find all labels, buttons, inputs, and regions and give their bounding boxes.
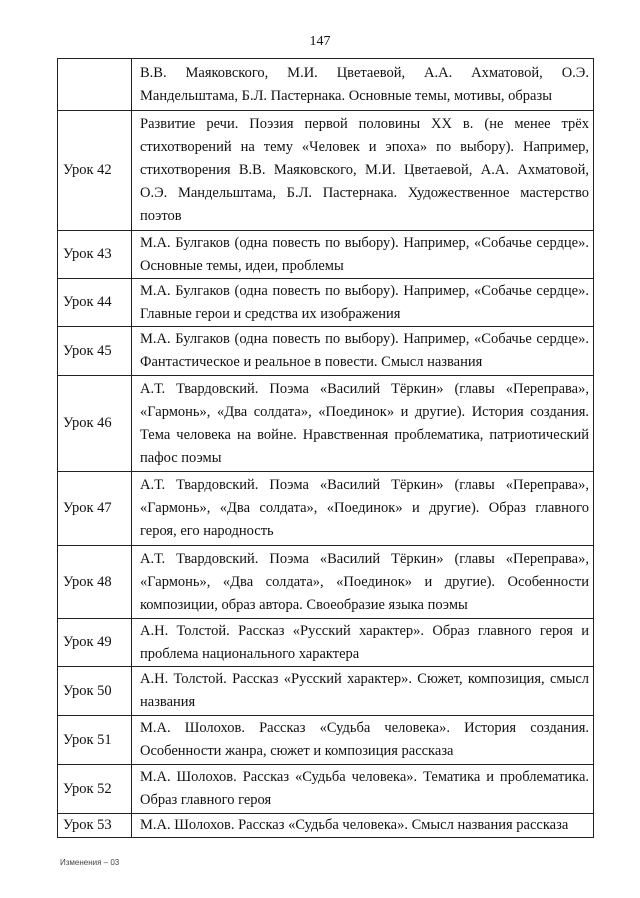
lesson-topic: М.А. Шолохов. Рассказ «Судьба человека». Смысл названия рассказа xyxy=(132,814,594,838)
table-row xyxy=(58,814,594,838)
table-row xyxy=(58,546,594,619)
lesson-number: Урок 53 xyxy=(58,814,132,838)
table-row xyxy=(58,765,594,814)
lesson-number: Урок 50 xyxy=(58,667,132,716)
lesson-topic: А.Н. Толстой. Рассказ «Русский характер». Образ главного героя и проблема национального характера xyxy=(132,619,594,667)
lesson-topic: В.В. Маяковского, М.И. Цветаевой, А.А. Ахматовой, О.Э. Мандельштама, Б.Л. Пастернака. Основные темы, мотивы, образы xyxy=(132,59,594,111)
lesson-number: Урок 46 xyxy=(58,376,132,472)
footer-revision-note: Изменения – 03 xyxy=(60,858,120,867)
lesson-number: Урок 47 xyxy=(58,472,132,546)
lesson-number xyxy=(58,59,132,111)
table-row xyxy=(58,111,594,231)
lesson-number: Урок 49 xyxy=(58,619,132,667)
lesson-number: Урок 48 xyxy=(58,546,132,619)
table-row xyxy=(58,327,594,376)
lesson-plan-table xyxy=(57,58,594,838)
page-number: 147 xyxy=(309,34,331,49)
lesson-number: Урок 42 xyxy=(58,111,132,231)
table-row xyxy=(58,279,594,327)
table-row xyxy=(58,619,594,667)
lesson-topic: Развитие речи. Поэзия первой половины XX в. (не менее трёх стихотворений на тему «Человек и эпоха» по выбору). Например, стихотворения В.В. Маяковского, М.И. Цветаевой, А.А. Ахматовой, О.Э. Мандельштама, Б.Л. Пастернака. Художественное мастерство поэтов xyxy=(132,111,594,231)
table-row xyxy=(58,231,594,279)
table-row xyxy=(58,716,594,765)
lesson-topic: М.А. Булгаков (одна повесть по выбору). Например, «Собачье сердце». Основные темы, идеи, проблемы xyxy=(132,231,594,279)
lesson-topic: М.А. Шолохов. Рассказ «Судьба человека». История создания. Особенности жанра, сюжет и композиция рассказа xyxy=(132,716,594,765)
lesson-topic: М.А. Булгаков (одна повесть по выбору). Например, «Собачье сердце». Фантастическое и реальное в повести. Смысл названия xyxy=(132,327,594,376)
lesson-topic: А.Т. Твардовский. Поэма «Василий Тёркин» (главы «Переправа», «Гармонь», «Два солдата», «Поединок» и другие). История создания. Тема человека на войне. Нравственная проблематика, патриотический пафос поэмы xyxy=(132,376,594,472)
lesson-number: Урок 44 xyxy=(58,279,132,327)
lesson-topic: А.Н. Толстой. Рассказ «Русский характер». Сюжет, композиция, смысл названия xyxy=(132,667,594,716)
table-row xyxy=(58,376,594,472)
lesson-topic: А.Т. Твардовский. Поэма «Василий Тёркин» (главы «Переправа», «Гармонь», «Два солдата», «Поединок» и другие). Особенности композиции, образ автора. Своеобразие языка поэмы xyxy=(132,546,594,619)
table-row xyxy=(58,667,594,716)
lesson-number: Урок 51 xyxy=(58,716,132,765)
lesson-topic: А.Т. Твардовский. Поэма «Василий Тёркин» (главы «Переправа», «Гармонь», «Два солдата», «Поединок» и другие). Образ главного героя, его народность xyxy=(132,472,594,546)
lesson-number: Урок 43 xyxy=(58,231,132,279)
lesson-topic: М.А. Булгаков (одна повесть по выбору). Например, «Собачье сердце». Главные герои и средства их изображения xyxy=(132,279,594,327)
lesson-number: Урок 45 xyxy=(58,327,132,376)
lesson-topic: М.А. Шолохов. Рассказ «Судьба человека». Тематика и проблематика. Образ главного героя xyxy=(132,765,594,814)
table-row xyxy=(58,59,594,111)
lesson-number: Урок 52 xyxy=(58,765,132,814)
table-row xyxy=(58,472,594,546)
